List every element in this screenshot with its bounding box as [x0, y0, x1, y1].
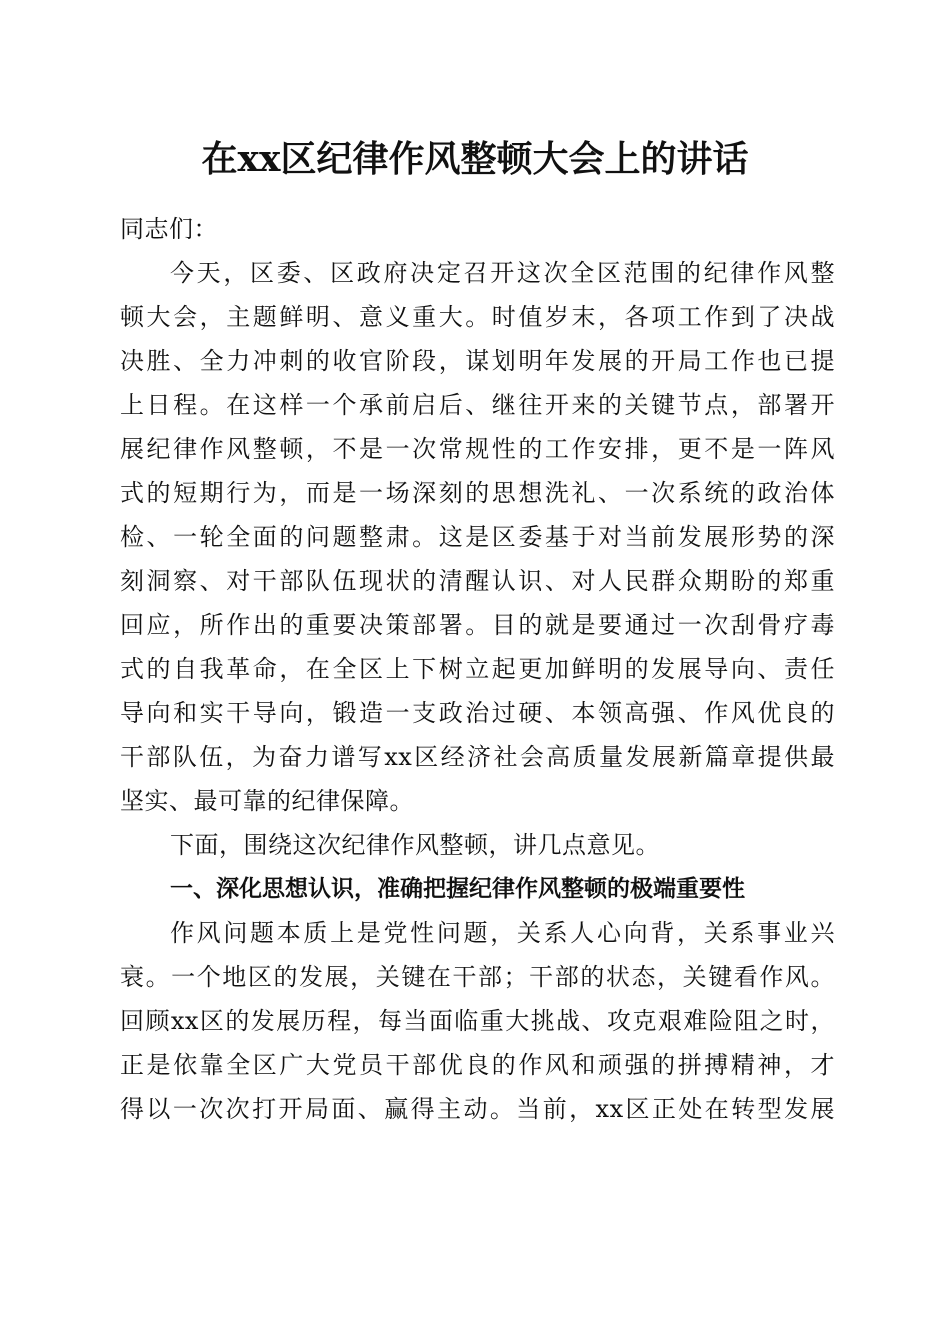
section-heading-1: 一、深化思想认识，准确把握纪律作风整顿的极端重要性 [170, 876, 745, 902]
paragraph-1-line: 式的自我革命，在全区上下树立起更加鲜明的发展导向、责任 [120, 655, 835, 683]
paragraph-3-line: 正是依靠全区广大党员干部优良的作风和顽强的拼搏精神，才 [120, 1051, 835, 1079]
paragraph-1-line: 刻洞察、对干部队伍现状的清醒认识、对人民群众期盼的郑重 [120, 567, 835, 595]
salutation-line: 同志们： [120, 215, 218, 243]
paragraph-1-line: 坚实、最可靠的纪律保障。 [120, 787, 414, 815]
paragraph-3-line: 得以一次次打开局面、赢得主动。当前，xx区正处在转型发展 [120, 1095, 835, 1123]
document-title: 在xx区纪律作风整顿大会上的讲话 [201, 138, 749, 180]
paragraph-1-line: 顿大会，主题鲜明、意义重大。时值岁末，各项工作到了决战 [120, 303, 835, 331]
paragraph-1-line: 式的短期行为，而是一场深刻的思想洗礼、一次系统的政治体 [120, 479, 835, 507]
paragraph-3-line: 作风问题本质上是党性问题，关系人心向背，关系事业兴 [170, 919, 835, 947]
document-body [120, 207, 835, 1131]
paragraph-1-line: 今天，区委、区政府决定召开这次全区范围的纪律作风整 [170, 259, 835, 287]
paragraph-1-line: 决胜、全力冲刺的收官阶段，谋划明年发展的开局工作也已提 [120, 347, 835, 375]
paragraph-1-line: 检、一轮全面的问题整肃。这是区委基于对当前发展形势的深 [120, 523, 835, 551]
paragraph-2-line: 下面，围绕这次纪律作风整顿，讲几点意见。 [170, 831, 660, 859]
paragraph-1-line: 上日程。在这样一个承前启后、继往开来的关键节点，部署开 [120, 391, 835, 419]
paragraph-3-line: 回顾xx区的发展历程，每当面临重大挑战、攻克艰难险阻之时， [120, 1007, 835, 1035]
paragraph-1-line: 回应，所作出的重要决策部署。目的就是要通过一次刮骨疗毒 [120, 611, 835, 639]
paragraph-1-line: 干部队伍，为奋力谱写xx区经济社会高质量发展新篇章提供最 [120, 743, 835, 771]
paragraph-1-line: 展纪律作风整顿，不是一次常规性的工作安排，更不是一阵风 [120, 435, 835, 463]
paragraph-1-line: 导向和实干导向，锻造一支政治过硬、本领高强、作风优良的 [120, 699, 835, 727]
paragraph-3-line: 衰。一个地区的发展，关键在干部；干部的状态，关键看作风。 [120, 963, 835, 991]
